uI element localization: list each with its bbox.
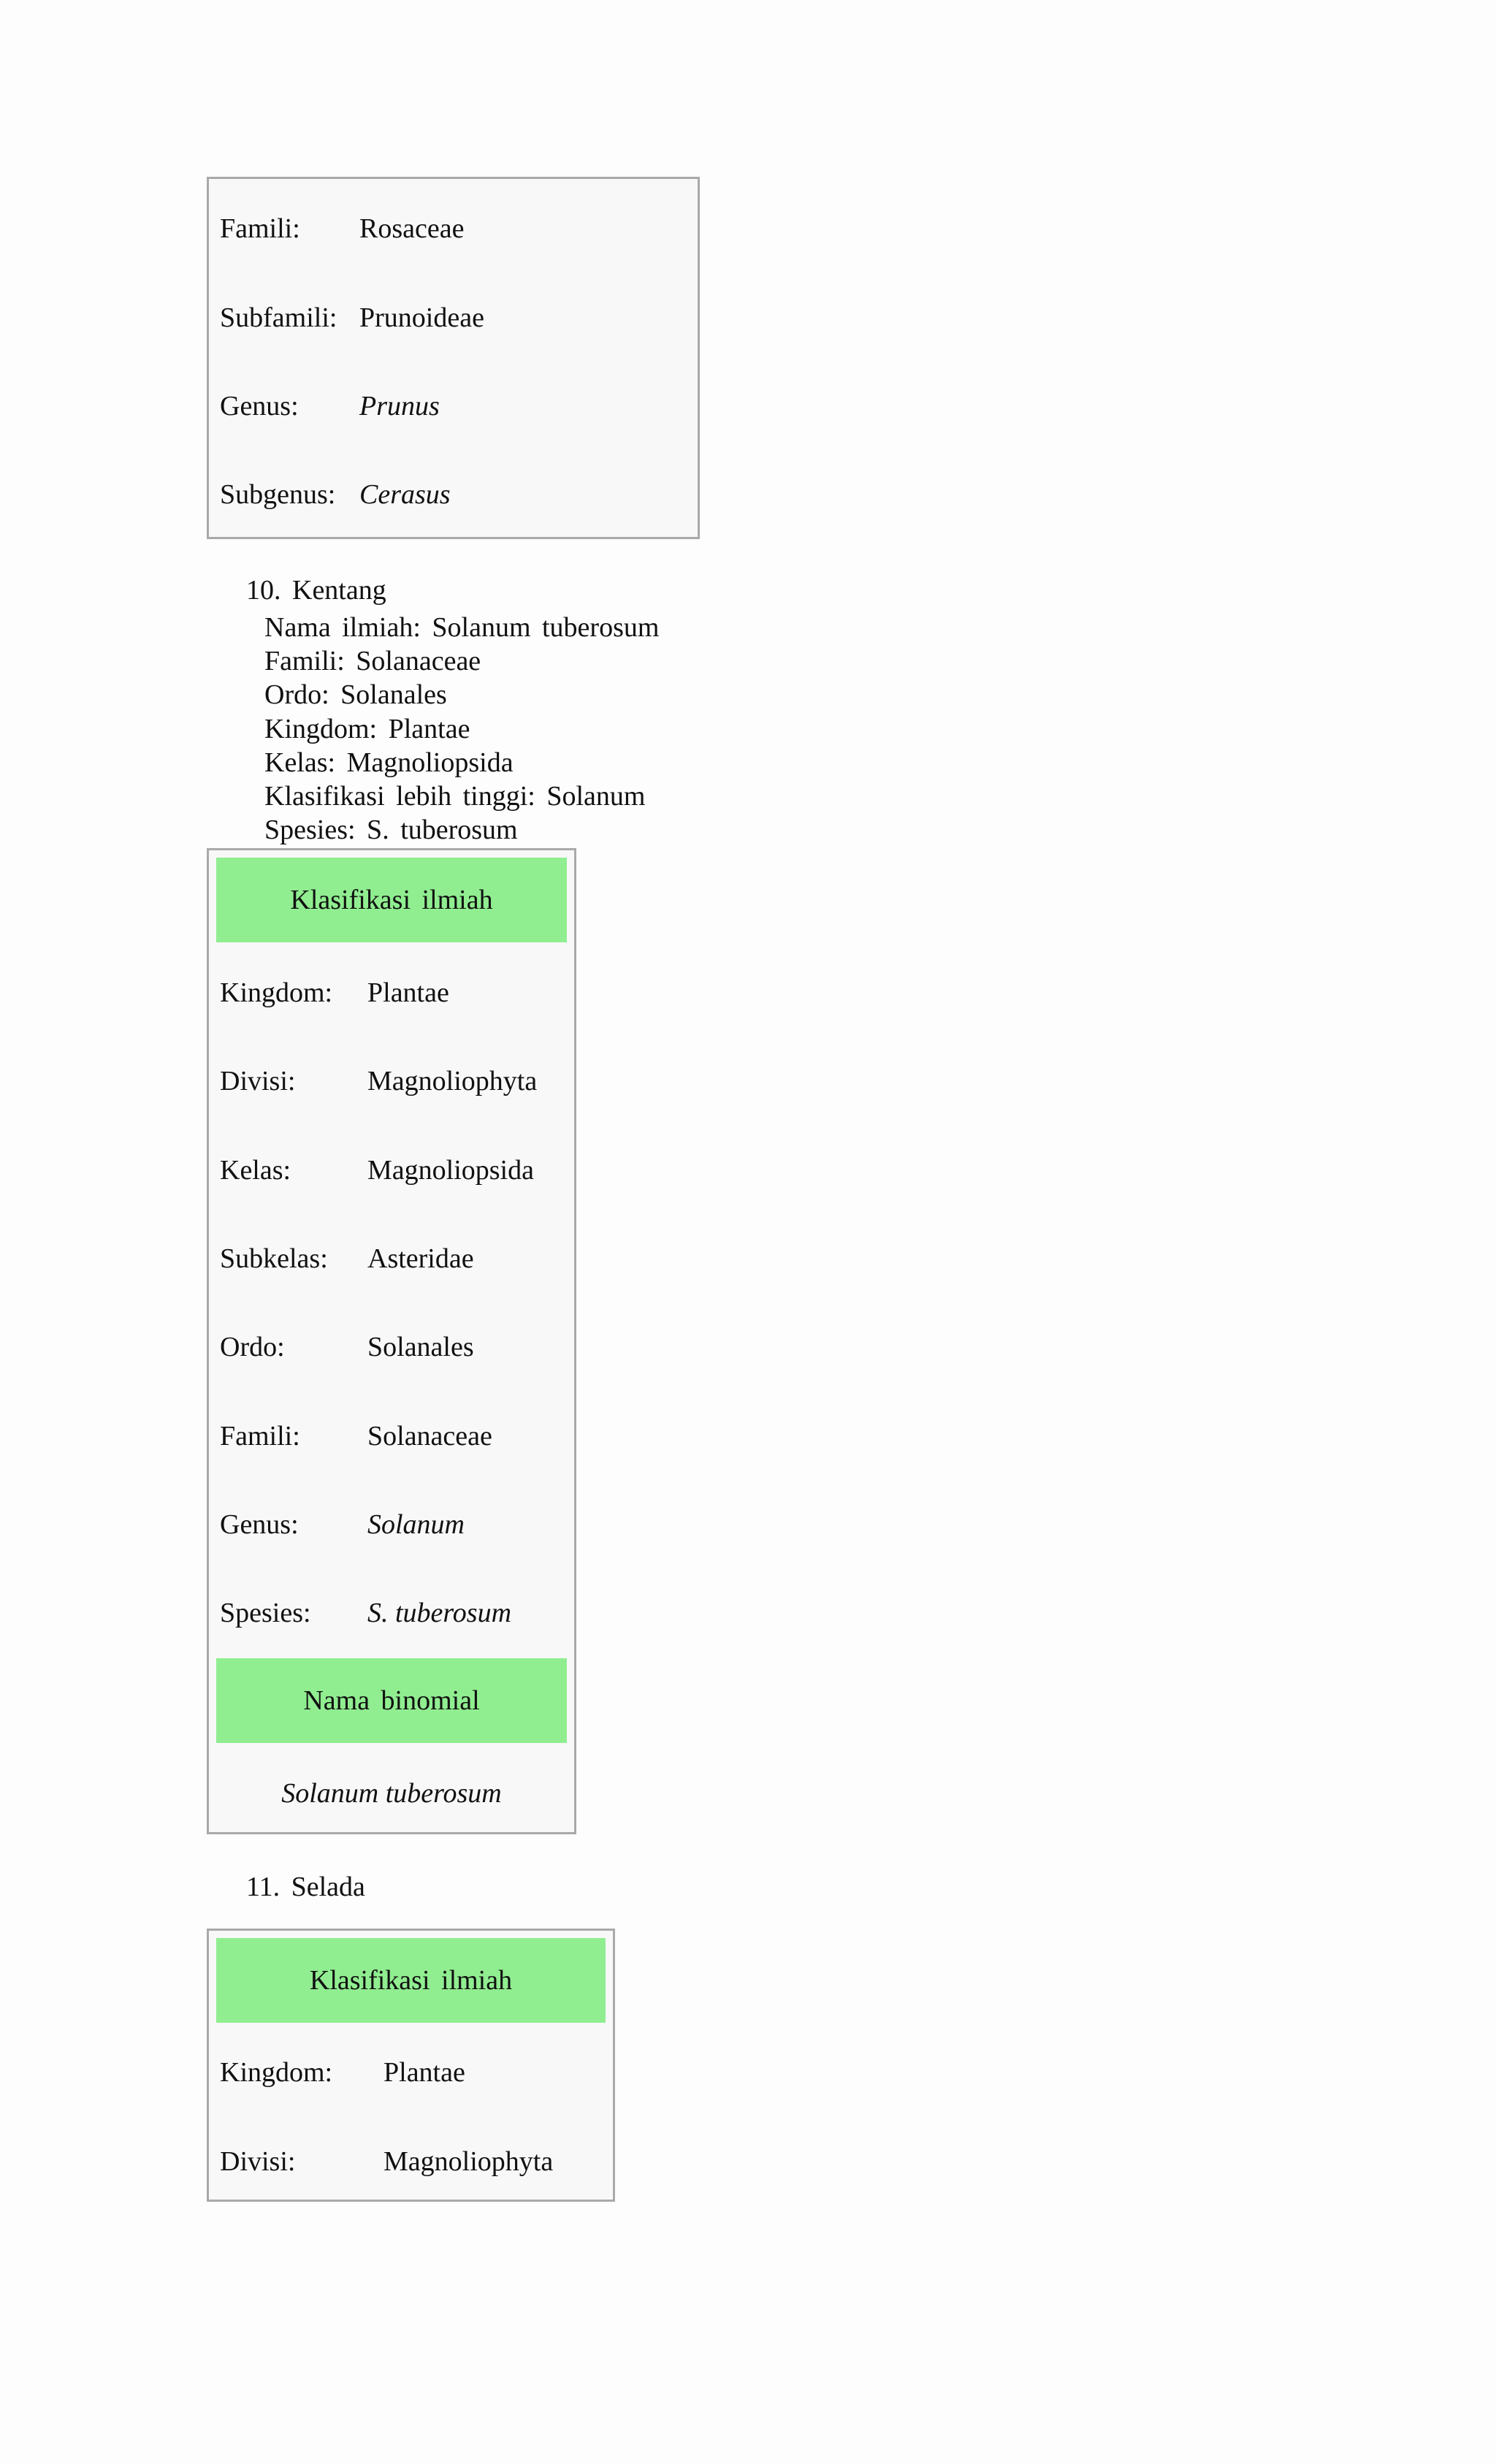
row-value: Prunus — [359, 391, 440, 422]
table-row — [209, 1156, 574, 1185]
row-value: Solanum — [367, 1509, 465, 1540]
row-label: Spesies: — [220, 1598, 311, 1628]
text-line: Ordo: Solanales — [264, 679, 447, 710]
row-value: Prunoideae — [359, 302, 484, 333]
table-row — [209, 978, 574, 1007]
text-line: Kingdom: Plantae — [264, 714, 470, 744]
classification-table-selada — [207, 1929, 615, 2202]
text-line: Nama ilmiah: Solanum tuberosum — [264, 612, 660, 643]
row-value: Plantae — [367, 977, 449, 1008]
row-value: Plantae — [383, 2057, 465, 2088]
section-heading-kentang: 10. Kentang — [246, 575, 386, 606]
classification-table-prunus — [207, 177, 700, 539]
row-label: Genus: — [220, 1509, 299, 1540]
row-label: Subkelas: — [220, 1243, 328, 1274]
classification-table-kentang — [207, 848, 576, 1834]
table-row — [209, 1332, 574, 1362]
table-header: Klasifikasi ilmiah — [216, 858, 567, 942]
row-label: Divisi: — [220, 2146, 296, 2177]
table-row — [209, 214, 698, 243]
table-row — [209, 1598, 574, 1628]
table-row — [209, 392, 698, 421]
table-row — [209, 1244, 574, 1273]
binomial-name: Solanum tuberosum — [281, 1778, 502, 1809]
text-line: Kelas: Magnoliopsida — [264, 747, 514, 778]
row-value: Solanales — [367, 1332, 474, 1362]
row-value: Cerasus — [359, 479, 451, 510]
row-label: Kingdom: — [220, 977, 333, 1008]
row-value: Rosaceae — [359, 213, 465, 244]
table-row — [209, 1510, 574, 1539]
row-label: Famili: — [220, 1421, 300, 1452]
row-value: Solanaceae — [367, 1421, 492, 1452]
row-label: Divisi: — [220, 1066, 296, 1096]
row-value: S. tuberosum — [367, 1598, 512, 1628]
row-label: Ordo: — [220, 1332, 285, 1362]
table-row — [209, 1422, 574, 1451]
row-label: Subfamili: — [220, 302, 337, 333]
row-label: Famili: — [220, 213, 300, 244]
row-value: Magnoliophyta — [383, 2146, 554, 2177]
row-label: Kelas: — [220, 1155, 291, 1186]
table-header: Klasifikasi ilmiah — [216, 1938, 606, 2023]
row-label: Genus: — [220, 391, 299, 422]
table-row — [209, 2058, 613, 2087]
text-line: Klasifikasi lebih tinggi: Solanum — [264, 781, 646, 812]
text-line: Famili: Solanaceae — [264, 646, 481, 676]
table-row — [209, 2147, 613, 2176]
table-row — [209, 303, 698, 332]
table-row — [209, 1067, 574, 1096]
row-label: Kingdom: — [220, 2057, 333, 2088]
row-label: Subgenus: — [220, 479, 336, 510]
row-value: Magnoliophyta — [367, 1066, 538, 1096]
row-value: Magnoliopsida — [367, 1155, 534, 1186]
binomial-header: Nama binomial — [216, 1658, 567, 1743]
row-value: Asteridae — [367, 1243, 474, 1274]
table-row — [209, 480, 698, 509]
text-line: Spesies: S. tuberosum — [264, 815, 518, 845]
section-heading-selada: 11. Selada — [246, 1872, 365, 1902]
